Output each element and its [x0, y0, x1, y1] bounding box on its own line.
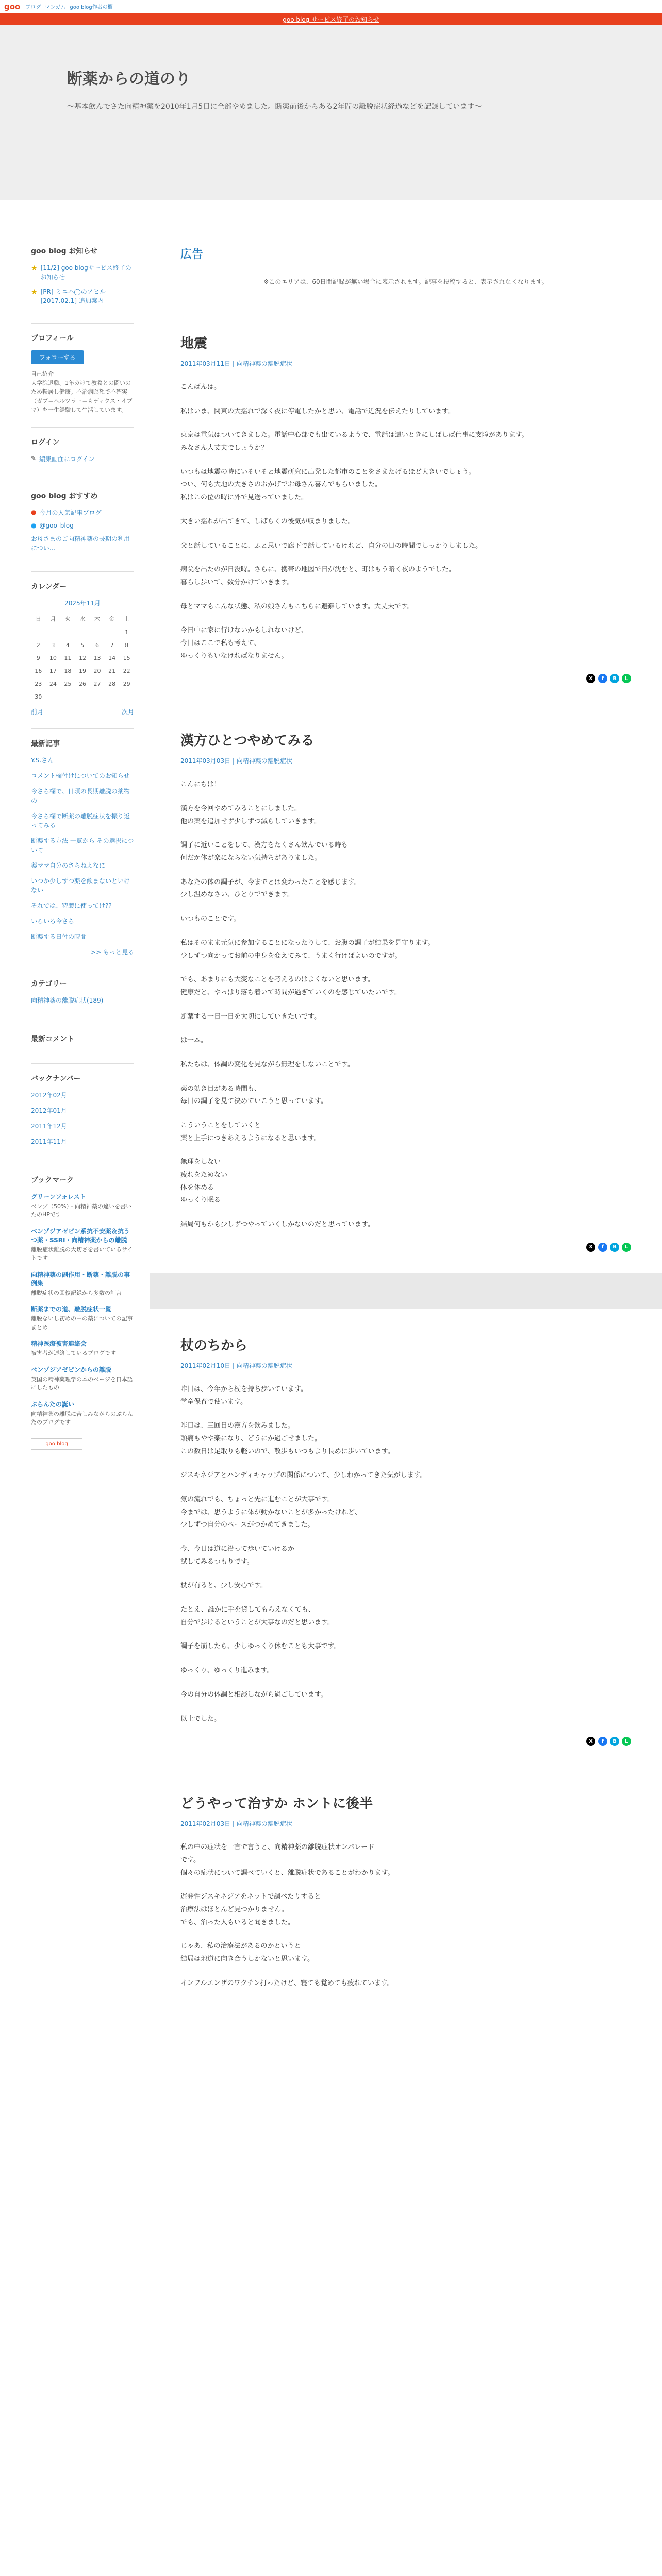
- calendar-week-row: [31, 690, 134, 703]
- calendar-day: [46, 626, 61, 639]
- calendar-widget: [31, 571, 134, 728]
- calendar-day: 15: [123, 654, 130, 662]
- post-paragraph: は一本。: [180, 1037, 208, 1045]
- recent-post-link[interactable]: それでは、特製に使ってけ??: [31, 902, 112, 909]
- share-buttons: [180, 1737, 631, 1746]
- bookmark-widget: [31, 1165, 134, 1462]
- post-paragraph: 気の流れでも、ちょっと先に進むことが大事です。 今までは、思うように体が動かないことが多かったけれど、 少しずつ自分のペースがつかめてきました。: [180, 1495, 362, 1529]
- calendar-day: 11: [64, 654, 72, 662]
- recent-post-link[interactable]: いつか少しずつ薬を飲まないといけない: [31, 877, 130, 894]
- calendar-nav: [31, 707, 134, 716]
- goo-logo[interactable]: goo: [4, 2, 21, 11]
- post-paragraph: 病院を出たのが日没時。さらに、携帯の地図で日が沈むと、町はもう暗く夜のようでした。 暮らし歩いて、数分かけていきます。: [180, 566, 456, 586]
- bookmark-item: [31, 1365, 134, 1393]
- notice-item: [31, 263, 134, 282]
- weekday: 土: [124, 615, 130, 622]
- post-paragraph: あなたの体の調子が、今までとは変わったことを感じます。 少し温めなさい、ひとりでできます。: [180, 878, 361, 899]
- post-paragraph: たとえ、誰かに手を貸してもらえなくても、 自分で歩けるということが大事なのだと思います。: [180, 1606, 334, 1626]
- weekday: 火: [64, 615, 71, 622]
- profile-text: 自己紹介 大学院退職。1年カけて教養との闘いのため転居し健康。不治病瞑想で不確実（ガブ＝ヘルツラー＝もディクス・イブマ）を一生経験して生活しています。: [31, 370, 133, 414]
- post-paragraph: 調子に近いことをして、漢方をたくさん飲んでいる時も 何だか体が楽にならない気持ちがありました。: [180, 841, 348, 862]
- hatena-share-icon[interactable]: B: [610, 1243, 619, 1252]
- post-meta[interactable]: 2011年02月03日 | 向精神薬の離脱症状: [180, 1820, 292, 1828]
- bookmark-link[interactable]: グリーンフォレスト: [31, 1193, 86, 1200]
- post-paragraph: インフルエンザのワクチン打ったけど、寝ても覚めても疲れています。: [180, 1979, 394, 1987]
- calendar-day: 8: [125, 641, 129, 649]
- calendar-day: [31, 626, 46, 639]
- blog-post: [180, 1767, 631, 1990]
- backnumber-link[interactable]: 2012年02月: [31, 1091, 67, 1099]
- bookmark-item: [31, 1304, 134, 1332]
- bookmark-item: [31, 1400, 134, 1427]
- post-paragraph: 遅発性ジスキネジアをネットで調べたりすると 治療法はほとんど見つかりません。 でも、治った人もいると聞きました。: [180, 1893, 321, 1926]
- notice-link[interactable]: [PR] ミニハ◯のアヒル [2017.02.1] 追加案内: [40, 288, 106, 304]
- calendar-week-row: [31, 665, 134, 677]
- calendar-title: カレンダー: [31, 582, 67, 591]
- calendar-day: 5: [80, 641, 85, 649]
- blog-description: 〜基本飲んでさた向精神薬を2010年1月5日に全部やめました。断薬前後からある2年間の離脱症状経過などを記録しています〜: [67, 103, 482, 111]
- post-paragraph: こんばんは。: [180, 383, 221, 391]
- calendar-day: 13: [93, 654, 101, 662]
- calendar-week-row: [31, 626, 134, 639]
- post-meta[interactable]: 2011年03月11日 | 向精神薬の離脱症状: [180, 360, 292, 367]
- post-paragraph: 今日中に家に行けないかもしれないけど、 今日はここで私も考えて、 ゆっくりもいなければなりません。: [180, 626, 308, 660]
- post-title[interactable]: 杖のちから: [180, 1337, 248, 1353]
- post-paragraph: 私たちは、体調の変化を見ながら無理をしないことです。: [180, 1060, 354, 1069]
- calendar-month: 2025年11月: [64, 599, 101, 607]
- calendar-day: 25: [64, 680, 72, 687]
- post-paragraph: いつものことです。: [180, 915, 240, 923]
- facebook-share-icon[interactable]: f: [598, 674, 607, 683]
- recent-post-link[interactable]: コメント欄付けについてのお知らせ: [31, 772, 130, 779]
- calendar-day: 6: [95, 641, 100, 649]
- category-widget: [31, 969, 134, 1024]
- calendar-day: 18: [64, 667, 72, 674]
- blog-title[interactable]: 断薬からの道のり: [67, 70, 191, 88]
- category-title: カテゴリー: [31, 979, 67, 988]
- post-paragraph: 大きい揺れが出てきて、しばらくの後気が収まりました。: [180, 517, 355, 526]
- calendar-day: 10: [49, 654, 57, 662]
- calendar-day: [60, 626, 75, 639]
- bookmark-title: ブックマーク: [31, 1176, 74, 1184]
- post-paragraph: いつもは地震の時にいそいそと地震研究に出発した都市のことをさまたげるほど大きいでしょう。 つい、何も大地の大きさのおかげでお母さん喜んでもらいました。 私はこの位の時に外で見送っていました。: [180, 468, 476, 502]
- calendar-table: [31, 612, 134, 703]
- bookmark-desc: 離脱症状離脱の大切さを書いているサイトです: [31, 1246, 133, 1262]
- post-paragraph: 昨日は、今年から杖を持ち歩いています。 学童保育で使います。: [180, 1385, 307, 1406]
- calendar-day: 19: [78, 667, 86, 674]
- calendar-day: 4: [65, 641, 70, 649]
- recent-post-link[interactable]: Y.S.さん: [31, 756, 54, 764]
- recent-post-link[interactable]: 断薬する日付の時間: [31, 933, 87, 940]
- recent-post-link[interactable]: いろいろ今さら: [31, 917, 75, 925]
- share-buttons: [180, 1243, 631, 1252]
- post-paragraph: 父と話していることに、ふと思いで廊下で話しているけれど、自分の日の時間でしっかりしました。: [180, 541, 483, 550]
- calendar-next-link[interactable]: 次月: [121, 708, 134, 716]
- ad-block: [180, 236, 631, 286]
- line-share-icon[interactable]: L: [622, 674, 631, 683]
- post-paragraph: ジスキネジアとハンディキャップの関係について、少しわかってきた気がします。: [180, 1471, 427, 1480]
- calendar-day: [105, 626, 120, 639]
- calendar-day: 23: [35, 680, 42, 687]
- calendar-day: [90, 690, 105, 703]
- recent-post-link[interactable]: 薬ママ自分のさらねえなに: [31, 861, 106, 869]
- page-layout: [0, 200, 662, 2010]
- recent-widget: [31, 728, 134, 969]
- post-paragraph: 昨日は、三回目の漢方を飲みました。 頭痛もやや楽になり、どうにか過ごせました。 この数日は足取りも軽いので、散歩もいつもより長めに歩いています。: [180, 1422, 394, 1455]
- bookmark-desc: 離脱症状の回復記録から多数の証言: [31, 1289, 122, 1296]
- facebook-share-icon[interactable]: f: [598, 1243, 607, 1252]
- ad-title: 広告: [180, 248, 204, 261]
- calendar-day: [90, 626, 105, 639]
- category-link[interactable]: 向精神薬の離脱症状(189): [31, 996, 104, 1004]
- blog-post: [180, 307, 631, 683]
- calendar-day: [46, 690, 61, 703]
- calendar-day: 3: [51, 641, 55, 649]
- post-paragraph: でも、あまりにも大変なことを考えるのはよくないと思います。 健康だと、やっぱり落ち着いて時間が過ぎていくのを感じていたいです。: [180, 976, 401, 996]
- bookmark-desc: 被害者が連絡しているブログです: [31, 1350, 116, 1357]
- calendar-day: 17: [49, 667, 57, 674]
- weekday: 水: [79, 615, 86, 622]
- notice-link[interactable]: [11/2] goo blogサービス終了のお知らせ: [40, 264, 131, 281]
- post-paragraph: 私はそのまま元気に参加することになったりして、お腹の調子が結果を見守ります。 少しずつ向かってお前の中身を変えてみて、うまく行けばよいのですが。: [180, 939, 435, 960]
- share-buttons: [180, 674, 631, 683]
- recommend-row: [31, 522, 134, 529]
- top-bar: [0, 0, 662, 13]
- calendar-day: 21: [108, 667, 116, 674]
- recent-post-link[interactable]: 今さら欄で断薬の離脱症状を振り返ってみる: [31, 812, 130, 829]
- calendar-day: 7: [110, 641, 114, 649]
- bookmark-item: [31, 1270, 134, 1298]
- recommend-widget: [31, 481, 134, 571]
- recommend-article-link[interactable]: お母さまのご向精神薬の長期の利用につい...: [31, 535, 130, 552]
- calendar-day: [75, 626, 90, 639]
- calendar-day: 28: [108, 680, 116, 687]
- x-share-icon[interactable]: X: [586, 674, 595, 683]
- post-paragraph: 杖が有ると、少し安心です。: [180, 1582, 267, 1590]
- backnumber-link[interactable]: 2011年11月: [31, 1138, 67, 1145]
- bookmark-item: [31, 1192, 134, 1219]
- calendar-prev-link[interactable]: 前月: [31, 708, 44, 716]
- bookmark-list: [31, 1192, 134, 1427]
- post-title[interactable]: どうやって治すか ホントに後半: [180, 1796, 373, 1812]
- post-paragraph: こういうことをしていくと 薬と上手につきあえるようになると思います。: [180, 1122, 321, 1142]
- calendar-week-row: [31, 677, 134, 690]
- calendar-day: 27: [93, 680, 101, 687]
- star-icon: ★: [31, 288, 38, 296]
- profile-title: プロフィール: [31, 334, 74, 343]
- backnumber-link[interactable]: 2012年01月: [31, 1107, 67, 1114]
- login-title: ログイン: [31, 438, 60, 447]
- ad-text: ※このエリアは、60日間記録が無い場合に表示されます。記事を投稿すると、表示されなくなります。: [263, 278, 548, 285]
- post-paragraph: 漢方を今回やめてみることにしました。 他の薬を追加せず少しずつ減らしていきます。: [180, 805, 321, 825]
- post-paragraph: 私はいま、関東の大揺れで深く夜に停電したかと思い、電話で近況を伝えたりしています。: [180, 407, 455, 415]
- recommend-link[interactable]: @goo_blog: [39, 521, 74, 529]
- post-paragraph: 断薬する一日一日を大切にしていきたいです。: [180, 1012, 321, 1021]
- pencil-icon: ✎: [31, 455, 37, 463]
- top-nav-manga[interactable]: マンガム: [45, 5, 66, 10]
- post-paragraph: 今の自分の体調と相談しながら過ごしています。: [180, 1690, 327, 1699]
- twitter-icon: ●: [31, 521, 37, 529]
- post-meta[interactable]: 2011年02月10日 | 向精神薬の離脱症状: [180, 1362, 292, 1369]
- backnumber-title: バックナンバー: [31, 1074, 81, 1083]
- post-title[interactable]: 漢方ひとつやめてみる: [180, 733, 315, 749]
- bookmark-desc: 向精神薬の離脱に苦しみながらのぶらんたのブログです: [31, 1410, 133, 1426]
- bookmark-item: [31, 1227, 134, 1263]
- bookmark-link[interactable]: 断薬までの道、離脱症状一覧: [31, 1306, 112, 1313]
- bookmark-link[interactable]: ぶらんたの誕い: [31, 1400, 75, 1408]
- top-nav-author[interactable]: goo blog作者の欄: [70, 5, 113, 10]
- calendar-week-row: [31, 639, 134, 652]
- post-paragraph: 東京は電気はついてきました。電話中心部でも出ているようで、電話は遠いときにしばしば仕事に支障があります。 みなさん大丈夫でしょうか？: [180, 431, 528, 452]
- recent-more-link[interactable]: >> もっと見る: [91, 948, 134, 956]
- calendar-day: [75, 690, 90, 703]
- section-divider: [150, 1273, 662, 1309]
- x-share-icon[interactable]: X: [586, 1243, 595, 1252]
- post-paragraph: じゃあ、私の治療法があるのかというと 結局は地道に向き合うしかないと思います。: [180, 1942, 314, 1963]
- calendar-header-row: [31, 612, 134, 626]
- bookmark-desc: 離脱ないし初めの中の薬についての記事まとめ: [31, 1315, 133, 1331]
- goo-blog-badge[interactable]: goo blog: [31, 1438, 82, 1450]
- calendar-day: [119, 690, 134, 703]
- profile-widget: [31, 323, 134, 427]
- post-paragraph: 結局何もかも少しずつやっていくしかないのだと思っています。: [180, 1221, 374, 1229]
- bookmark-desc: ベンゾ（50%）・向精神薬の違いを書いたのHPです: [31, 1202, 131, 1218]
- service-end-banner[interactable]: [0, 13, 662, 25]
- weekday: 日: [35, 615, 41, 622]
- login-link[interactable]: 編集画面にログイン: [39, 455, 95, 463]
- post-paragraph: 調子を崩したら、少しゆっくり休むことも大事です。: [180, 1642, 341, 1651]
- calendar-day: 30: [35, 693, 42, 700]
- calendar-day: 12: [78, 654, 86, 662]
- line-share-icon[interactable]: L: [622, 1737, 631, 1746]
- bookmark-link[interactable]: ベンゾジアゼピンからの離脱: [31, 1366, 111, 1374]
- calendar-day: 20: [93, 667, 101, 674]
- calendar-day: 16: [35, 667, 42, 674]
- star-icon: ★: [31, 264, 38, 273]
- calendar-day: 2: [36, 641, 40, 649]
- post-paragraph: こんにちは！: [180, 781, 221, 789]
- top-nav: [25, 3, 112, 10]
- bookmark-desc: 英国の精神薬理学の本のページを日本語にしたもの: [31, 1376, 133, 1392]
- blog-icon: ●: [31, 509, 37, 516]
- calendar-day: 24: [49, 680, 57, 687]
- bookmark-link[interactable]: 精神医療被害連絡会: [31, 1340, 87, 1348]
- weekday: 木: [94, 615, 101, 622]
- backnumber-widget: [31, 1063, 134, 1165]
- calendar-day: 22: [123, 667, 130, 674]
- bookmark-link[interactable]: ベンゾジアゼピン系抗不安薬＆抗うつ薬・SSRI・向精神薬からの離脱: [31, 1227, 130, 1244]
- hatena-share-icon[interactable]: B: [610, 674, 619, 683]
- comments-title: 最新コメント: [31, 1035, 74, 1043]
- blog-post: [180, 1309, 631, 1746]
- post-paragraph: ゆっくり、ゆっくり進みます。: [180, 1667, 274, 1675]
- calendar-day: [105, 690, 120, 703]
- backnumber-link[interactable]: 2011年12月: [31, 1122, 67, 1130]
- bookmark-link[interactable]: 向精神薬の副作用・断薬・離脱の事例集: [31, 1270, 130, 1287]
- post-title[interactable]: 地震: [180, 336, 208, 351]
- bookmark-item: [31, 1339, 134, 1358]
- post-paragraph: 今、今日は道に沿って歩いていけるか 試してみるつもりです。: [180, 1545, 295, 1566]
- weekday: 月: [50, 615, 56, 622]
- calendar-day: 9: [36, 654, 40, 662]
- line-share-icon[interactable]: L: [622, 1243, 631, 1252]
- blog-post: [180, 704, 631, 1252]
- top-nav-blog[interactable]: ブログ: [25, 5, 41, 10]
- calendar-week-row: [31, 652, 134, 665]
- post-paragraph: 薬の効き目がある時間も、 毎日の調子を見て決めていこうと思っています。: [180, 1084, 327, 1106]
- calendar-day: 26: [78, 680, 86, 687]
- post-list: [180, 307, 631, 1990]
- x-share-icon[interactable]: X: [586, 1737, 595, 1746]
- calendar-day: [60, 690, 75, 703]
- recent-list: [31, 756, 134, 941]
- main-content: [180, 236, 631, 2010]
- recommend-row: [31, 508, 134, 517]
- notice-item: [31, 287, 134, 306]
- calendar-day: 1: [125, 629, 129, 636]
- recent-post-link[interactable]: 断薬する方法 一覧から その選択について: [31, 837, 134, 854]
- calendar-day: 29: [123, 680, 130, 687]
- post-paragraph: 母とママもこんな状態、私の娘さんもこちらに避難しています。大丈夫です。: [180, 602, 414, 611]
- post-paragraph: 私の中の症状を一言で言うと、向精神薬の離脱症状オンパレード です。 個々の症状について調べていくと、離脱症状であることがわかります。: [180, 1843, 394, 1877]
- service-end-link[interactable]: goo blog サービス終了のお知らせ: [283, 15, 379, 23]
- calendar-day: 14: [108, 654, 116, 662]
- recent-post-link[interactable]: 今さら欄で、日頃の長期離脱の薬物の: [31, 787, 130, 804]
- weekday: 金: [109, 615, 115, 622]
- notice-widget: [31, 236, 134, 323]
- login-widget: [31, 427, 134, 481]
- post-paragraph: 無理をしない 疲れをためない 体を休める ゆっくり眠る: [180, 1158, 228, 1205]
- notice-title: goo blog お知らせ: [31, 247, 98, 256]
- follow-button[interactable]: フォローする: [31, 350, 84, 364]
- recommend-title: goo blog おすすめ: [31, 492, 98, 500]
- hatena-share-icon[interactable]: B: [610, 1737, 619, 1746]
- post-paragraph: 以上でした。: [180, 1715, 221, 1723]
- facebook-share-icon[interactable]: f: [598, 1737, 607, 1746]
- post-meta[interactable]: 2011年03月03日 | 向精神薬の離脱症状: [180, 757, 292, 765]
- blog-header: [0, 25, 662, 200]
- recommend-link[interactable]: 今月の人気記事ブログ: [39, 509, 102, 516]
- comments-widget: [31, 1024, 134, 1063]
- login-row: [31, 454, 134, 463]
- recent-title: 最新記事: [31, 739, 60, 748]
- sidebar: [31, 236, 134, 2010]
